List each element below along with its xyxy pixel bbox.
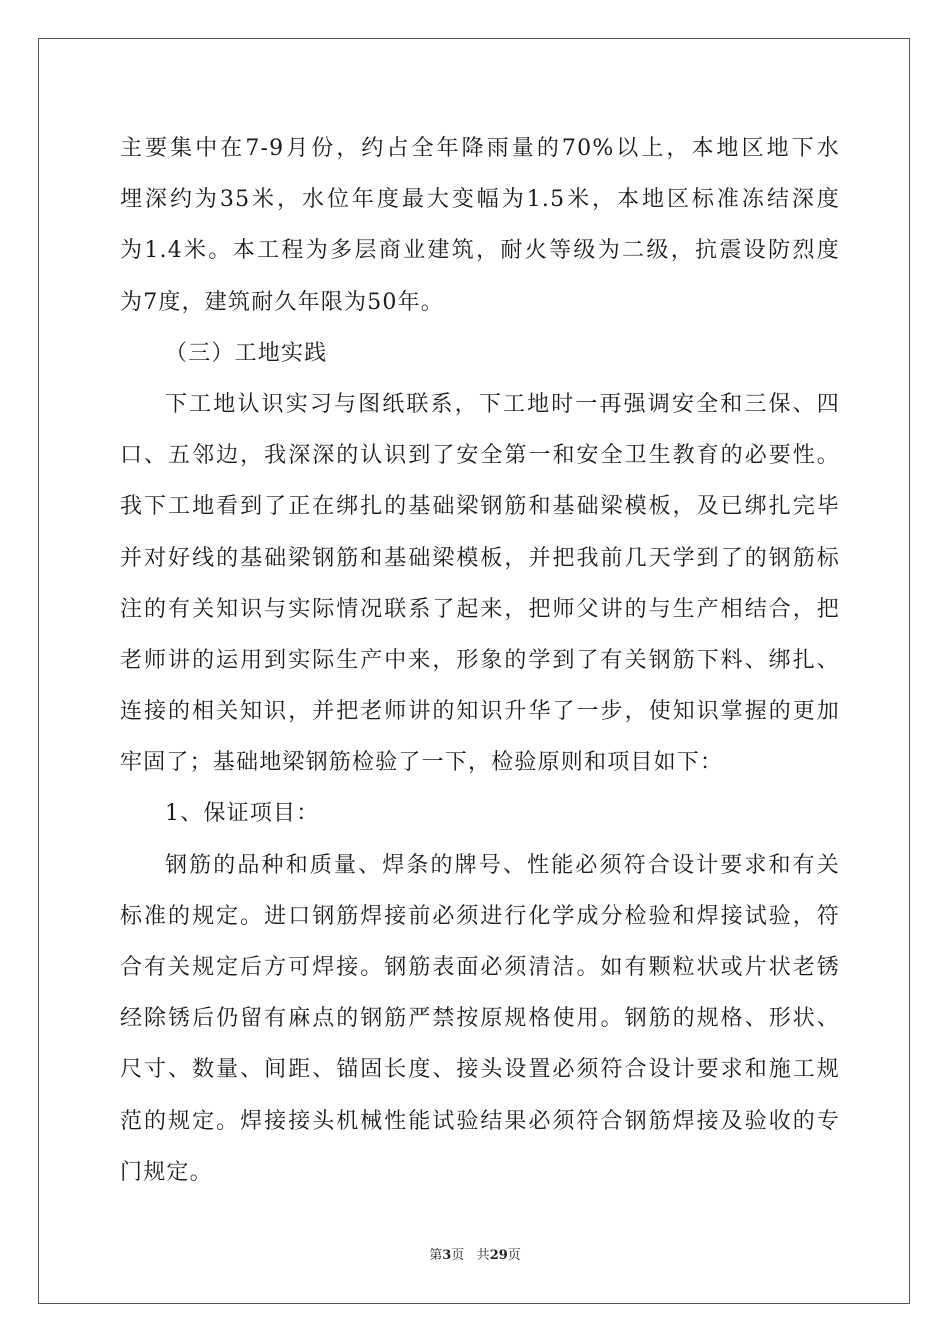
footer-page-suffix: 页: [451, 1248, 465, 1263]
text-line: 钢筋的品种和质量、焊条的牌号、性能必须符合设计要求和有关: [165, 852, 840, 878]
list-item-heading: 1、保证项目：: [165, 801, 320, 827]
text-line: 标准的规定。进口钢筋焊接前必须进行化学成分检验和焊接试验，符: [120, 903, 840, 929]
text-line: 经除锈后仍留有麻点的钢筋严禁按原规格使用。钢筋的规格、形状、: [120, 1006, 840, 1032]
text-line: 注的有关知识与实际情况联系了起来，把师父讲的与生产相结合，把: [120, 596, 840, 622]
text-line: 连接的相关知识，并把老师讲的知识升华了一步，使知识掌握的更加: [120, 699, 840, 725]
page-footer: [0, 1244, 950, 1263]
footer-page-number: 3: [442, 1248, 452, 1263]
text-line: 范的规定。焊接接头机械性能试验结果必须符合钢筋焊接及验收的专: [120, 1108, 840, 1134]
text-line: 下工地认识实习与图纸联系，下工地时一再强调安全和三保、四: [165, 391, 840, 417]
footer-total-prefix: 共: [476, 1248, 490, 1263]
text-line: 并对好线的基础梁钢筋和基础梁模板，并把我前几天学到了的钢筋标: [120, 545, 840, 571]
text-line: 主要集中在7-9月份，约占全年降雨量的70%以上，本地区地下水: [120, 136, 840, 161]
text-line: 合有关规定后方可焊接。钢筋表面必须清洁。如有颗粒状或片状老锈: [120, 955, 840, 980]
text-line: 埋深约为35米，水位年度最大变幅为1.5米，本地区标准冻结深度: [120, 187, 840, 213]
text-line: 尺寸、数量、间距、锚固长度、接头设置必须符合设计要求和施工规: [120, 1057, 840, 1083]
text-line: 为1.4米。本工程为多层商业建筑，耐火等级为二级，抗震设防烈度: [120, 238, 840, 264]
footer-page-prefix: 第: [429, 1248, 443, 1263]
document-body: [120, 123, 840, 1198]
footer-spacer: [464, 1248, 476, 1263]
footer-total-pages: 29: [489, 1248, 508, 1263]
text-line: 牢固了；基础地梁钢筋检验了一下，检验原则和项目如下：: [120, 750, 724, 776]
footer-total-suffix: 页: [507, 1248, 521, 1263]
text-line: 为7度，建筑耐久年限为50年。: [120, 289, 444, 315]
text-line: 我下工地看到了正在绑扎的基础梁钢筋和基础梁模板，及已绑扎完毕: [120, 494, 840, 520]
section-heading: （三）工地实践: [165, 340, 328, 366]
text-line: 口、五邻边，我深深的认识到了安全第一和安全卫生教育的必要性。: [120, 443, 840, 469]
text-line: 老师讲的运用到实际生产中来，形象的学到了有关钢筋下料、绑扎、: [120, 647, 840, 673]
text-line: 门规定。: [120, 1159, 213, 1185]
